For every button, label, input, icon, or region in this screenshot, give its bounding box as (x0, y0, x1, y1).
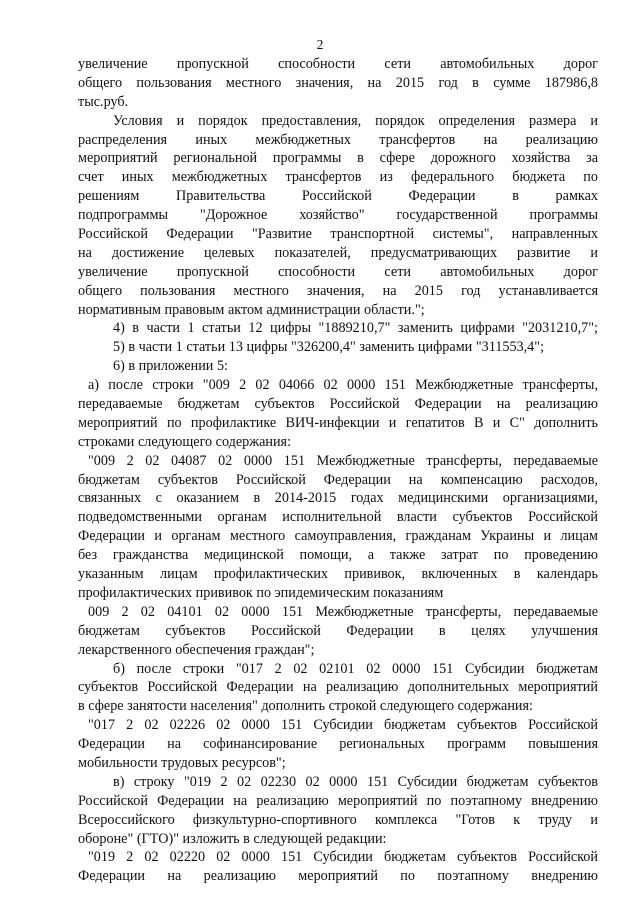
text-line: увеличение пропускной способности сети автомобильных дорог (78, 56, 598, 72)
text-line: профилактических прививок по эпидемическим показаниям (78, 584, 444, 601)
text-line: б) после строки "017 2 02 02101 02 0000 151 Субсидии бюджетам (113, 660, 598, 677)
text-line: мероприятий по профилактике ВИЧ-инфекции и гепатитов В и С" дополнить (78, 414, 598, 431)
text-line: в) строку "019 2 02 02230 02 0000 151 Субсидии бюджетам субъектов (113, 773, 598, 790)
text-line: 009 2 02 04101 02 0000 151 Межбюджетные трансферты, передаваемые (88, 603, 598, 620)
text-line: связанных с оказанием в 2014-2015 годах медицинскими организациями, (78, 490, 598, 507)
text-line: Всероссийского физкультурно-спортивного комплекса "Готов к труду и (78, 811, 598, 828)
text-line: в сфере занятости населения" дополнить строкой следующего содержания: (78, 698, 533, 715)
text-line: распределения иных межбюджетных трансфертов на реализацию (78, 131, 598, 148)
text-line: а) после строки "009 2 02 04066 02 0000 151 Межбюджетные трансферты, (88, 377, 598, 394)
text-line: подпрограммы "Дорожное хозяйство" государственной программы (78, 207, 598, 224)
text-line: подведомственными органам исполнительной власти субъектов Российской (78, 509, 598, 526)
text-line: мобильности трудовых ресурсов"; (78, 754, 286, 771)
text-line: бюджетам субъектов Российской Федерации в целях улучшения (78, 622, 598, 639)
document-body (78, 55, 598, 886)
text-line: Российской Федерации "Развитие транспортной системы", направленных (78, 226, 598, 243)
text-line: мероприятий региональной программы в сфере дорожного хозяйства за (78, 150, 598, 167)
text-line: 4) в части 1 статьи 12 цифры "1889210,7" заменить цифрами "2031210,7"; (113, 320, 598, 337)
text-line: Федерации и органам местного самоуправления, гражданам Украины и лицам (78, 528, 598, 545)
text-line: 6) в приложении 5: (113, 358, 228, 375)
text-line: без гражданства медицинской помощи, а также затрат по проведению (78, 547, 598, 564)
text-line: обороне" (ГТО)" изложить в следующей редакции: (78, 830, 387, 847)
text-line: общего пользования местного значения, на 2015 год устанавливается (78, 282, 598, 299)
text-line: нормативным правовым актом администрации области."; (78, 301, 425, 318)
text-line: тыс.руб. (78, 93, 129, 110)
text-line: счет иных межбюджетных трансфертов из федерального бюджета по (78, 169, 598, 186)
text-line: бюджетам субъектов Российской Федерации на компенсацию расходов, (78, 471, 598, 488)
text-line: субъектов Российской Федерации на реализацию дополнительных мероприятий (78, 679, 598, 696)
text-line: увеличение пропускной способности сети автомобильных дорог (78, 263, 598, 280)
text-line: лекарственного обеспечения граждан"; (78, 641, 315, 658)
text-line: решениям Правительства Российской Федерации в рамках (78, 188, 598, 205)
text-line: "017 2 02 02226 02 0000 151 Субсидии бюджетам субъектов Российской (88, 717, 598, 734)
text-line: на достижение целевых показателей, предусматривающих развитие и (78, 244, 598, 261)
text-line: Федерации на реализацию мероприятий по поэтапному внедрению (78, 868, 598, 885)
text-line: "009 2 02 04087 02 0000 151 Межбюджетные трансферты, передаваемые (88, 452, 598, 469)
text-line: Федерации на софинансирование региональных программ повышения (78, 736, 598, 753)
text-line: Условия и порядок предоставления, порядок определения размера и (113, 112, 598, 129)
text-line: строками следующего содержания: (78, 433, 292, 450)
page-number: 2 (316, 37, 324, 52)
text-line: передаваемые бюджетам субъектов Российской Федерации на реализацию (78, 396, 598, 413)
text-line: Российской Федерации на реализацию мероприятий по поэтапному внедрению (78, 792, 598, 809)
text-line: "019 2 02 02220 02 0000 151 Субсидии бюджетам субъектов Российской (88, 849, 598, 866)
text-line: указанным лицам профилактических прививок, включенных в календарь (78, 566, 598, 583)
text-line: 5) в части 1 статьи 13 цифры "326200,4" заменить цифрами "311553,4"; (113, 339, 545, 356)
text-line: общего пользования местного значения, на 2015 год в сумме 187986,8 (78, 74, 598, 91)
